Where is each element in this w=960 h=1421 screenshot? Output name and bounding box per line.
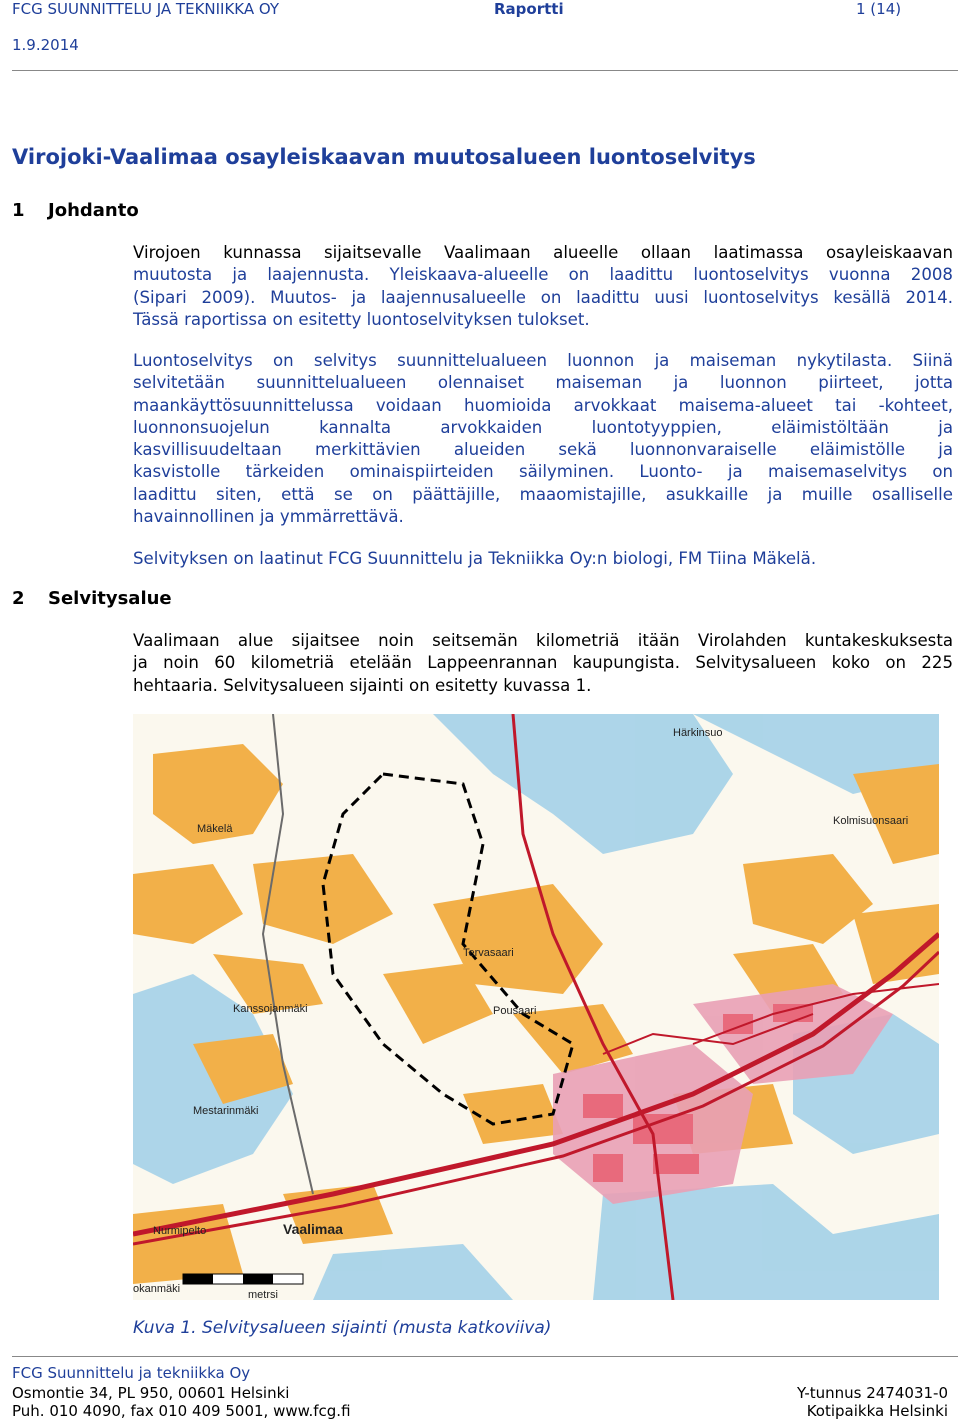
map-label: Nurmipelto xyxy=(153,1225,207,1237)
text-line: Vaalimaan alue sijaitsee noin seitsemän kilometriä itään Virolahden kuntakeskuksesta xyxy=(133,631,953,650)
text-line: muutosta ja laajennusta. Yleiskaava-alueelle on laadittu luontoselvitys vuonna 2008 xyxy=(133,265,953,285)
header-doc-type: Raportti xyxy=(494,0,564,18)
text-line: kasvillisuudeltaan merkittävien alueiden sekä luonnonvaraiselle eläimistölle ja xyxy=(133,440,953,460)
text-line: Virojoen kunnassa sijaitsevalle Vaalimaan alueelle ollaan laatimassa osayleiskaavan xyxy=(133,243,953,262)
header-company: FCG SUUNNITTELU JA TEKNIIKKA OY xyxy=(12,0,280,18)
footer-domicile: Kotipaikka Helsinki xyxy=(806,1402,948,1420)
section-number: 2 xyxy=(12,588,25,609)
map-label: Mestarinmäki xyxy=(193,1105,259,1117)
section-heading-selvitysalue xyxy=(12,588,172,609)
text-line: hehtaaria. Selvitysalueen sijainti on esitetty kuvassa 1. xyxy=(133,675,592,695)
page-header xyxy=(0,0,960,72)
footer-divider xyxy=(12,1356,958,1357)
scale-bar xyxy=(183,1274,303,1284)
text-line: (Sipari 2009). Muutos- ja laajennusalueelle on laadittu uusi luontoselvitys kesällä 2014. xyxy=(133,287,953,307)
map-label: okanmäki xyxy=(133,1283,181,1295)
figure-caption: Kuva 1. Selvitysalueen sijainti (musta katkoviiva) xyxy=(133,1318,552,1338)
footer-business-id: Y-tunnus 2474031-0 xyxy=(796,1384,948,1402)
map-graphic xyxy=(133,714,939,1300)
map-label: Kolmisuonsaari xyxy=(833,815,909,827)
text-line: laadittu siten, että se on päättäjille, maaomistajille, asukkaille ja muille osalliselle xyxy=(133,484,953,504)
text-line: Luontoselvitys on selvitys suunnittelualueen luonnon ja maiseman nykytilasta. Siinä xyxy=(133,351,953,370)
text-line: maankäyttösuunnittelussa voidaan huomioida arvokkaat maisema-alueet tai -kohteet, xyxy=(133,395,953,415)
header-page-number: 1 (14) xyxy=(856,0,902,18)
intro-paragraph xyxy=(133,242,953,331)
section-heading-johdanto xyxy=(12,200,139,221)
document-title: Virojoki-Vaalimaa osayleiskaavan muutosalueen luontoselvitys xyxy=(12,145,756,169)
map-label: Tervasaari xyxy=(463,947,514,959)
footer-contact: Puh. 010 4090, fax 010 409 5001, www.fcg.fi xyxy=(12,1402,351,1420)
survey-paragraph xyxy=(133,350,953,528)
author-paragraph: Selvityksen on laatinut FCG Suunnittelu ja Tekniikka Oy:n biologi, FM Tiina Mäkelä. xyxy=(133,549,817,568)
text-line: Tässä raportissa on esitetty luontoselvityksen tulokset. xyxy=(133,309,590,329)
map-label: Pousaari xyxy=(493,1005,537,1017)
map-label: Kanssojanmäki xyxy=(233,1003,308,1015)
footer-company: FCG Suunnittelu ja tekniikka Oy xyxy=(12,1364,251,1382)
header-divider xyxy=(12,70,958,71)
text-line: kasvistolle tärkeiden ominaispiirteiden säilyminen. Luonto- ja maisemaselvitys on xyxy=(133,462,953,482)
map-label: metrsi xyxy=(248,1289,278,1300)
text-line: selvitetään suunnittelualueen olennaiset maiseman ja luonnon piirteet, jotta xyxy=(133,373,953,393)
map-label: Vaalimaa xyxy=(283,1221,343,1237)
area-paragraph xyxy=(133,630,953,697)
text-line: havainnollinen ja ymmärrettävä. xyxy=(133,507,404,527)
footer-address: Osmontie 34, PL 950, 00601 Helsinki xyxy=(12,1384,290,1402)
text-line: luonnonsuojelun kannalta arvokkaiden luontotyyppien, eläimistöltään ja xyxy=(133,417,953,437)
section-title: Johdanto xyxy=(48,200,139,221)
map-label: Härkinsuo xyxy=(673,727,723,739)
map-label: Mäkelä xyxy=(197,823,233,835)
text-line: ja noin 60 kilometriä etelään Lappeenrannan kaupungista. Selvitysalueen koko on 225 xyxy=(133,653,953,673)
header-date: 1.9.2014 xyxy=(12,36,79,54)
section-title: Selvitysalue xyxy=(48,588,172,609)
section-number: 1 xyxy=(12,200,25,221)
location-map xyxy=(133,714,939,1300)
